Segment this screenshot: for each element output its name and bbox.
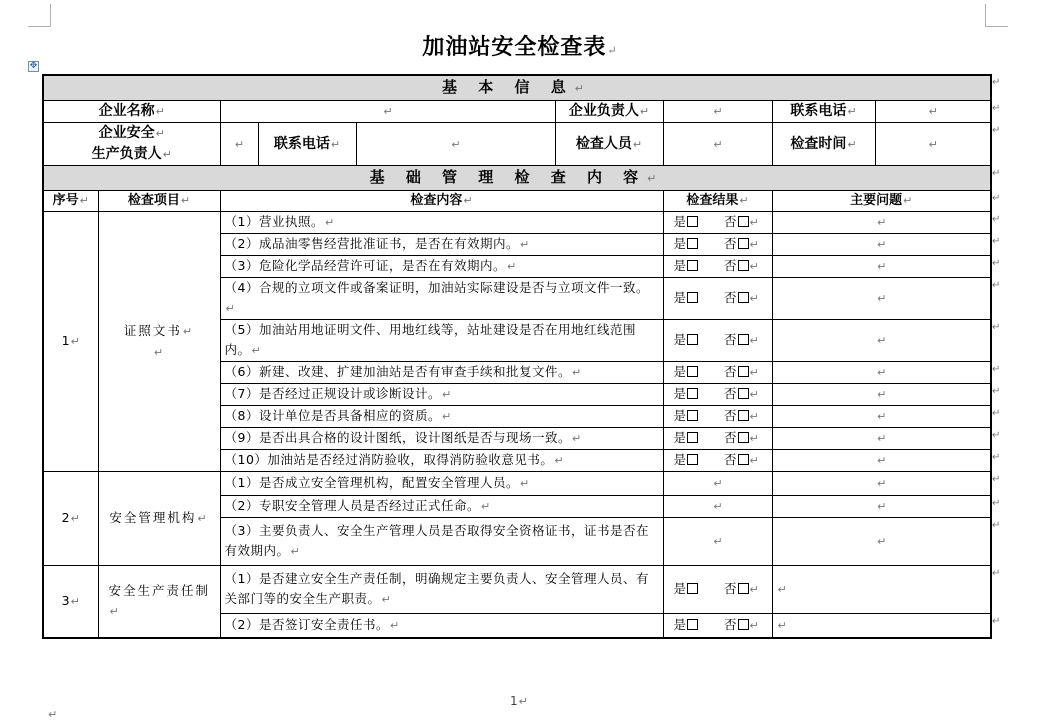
row-end-mark: ↵ <box>992 363 1001 375</box>
yes-option[interactable]: 是 <box>674 617 699 632</box>
no-option[interactable]: 否 <box>724 617 749 632</box>
group-item: 安全生产责任制↵ <box>98 566 220 638</box>
no-option[interactable]: 否 <box>724 258 749 273</box>
yes-checkbox[interactable] <box>687 292 698 303</box>
row-end-mark: ↵ <box>992 124 1001 136</box>
yes-checkbox[interactable] <box>687 410 698 421</box>
yes-option[interactable]: 是 <box>674 332 699 347</box>
yes-option[interactable]: 是 <box>674 386 699 401</box>
no-checkbox[interactable] <box>738 410 749 421</box>
check-content: （9）是否出具合格的设计图纸，设计图纸是否与现场一致。↵ <box>220 428 663 450</box>
no-option[interactable]: 否 <box>724 364 749 379</box>
phone-label: 联系电话↵ <box>772 101 875 123</box>
no-checkbox[interactable] <box>738 366 749 377</box>
check-result[interactable]: ↵ <box>663 496 772 518</box>
yes-checkbox[interactable] <box>687 216 698 227</box>
row-end-mark: ↵ <box>992 213 1001 225</box>
issue-field[interactable]: ↵ <box>772 212 991 234</box>
check-result[interactable]: 是 否 ↵ <box>663 234 772 256</box>
page-corner-top-left <box>28 4 51 27</box>
row-end-mark: ↵ <box>992 385 1001 397</box>
check-result[interactable]: 是 否 ↵ <box>663 450 772 472</box>
check-content: （8）设计单位是否具备相应的资质。↵ <box>220 406 663 428</box>
group-number: 2↵ <box>43 472 98 566</box>
row-end-mark: ↵ <box>992 192 1001 204</box>
company-head-field[interactable]: ↵ <box>663 101 772 123</box>
row-end-mark: ↵ <box>992 497 1001 509</box>
check-result[interactable]: 是 否 ↵ <box>663 566 772 614</box>
col-header-issues: 主要问题↵ <box>772 191 991 212</box>
yes-option[interactable]: 是 <box>674 364 699 379</box>
check-result[interactable]: ↵ <box>663 518 772 566</box>
issue-field[interactable]: ↵ <box>772 320 991 362</box>
no-option[interactable]: 否 <box>724 386 749 401</box>
yes-checkbox[interactable] <box>687 454 698 465</box>
phone-field[interactable]: ↵ <box>875 101 991 123</box>
safety-head-label: 企业安全↵ 生产负责人↵ <box>43 123 220 166</box>
row-end-mark: ↵ <box>992 77 1001 88</box>
row-end-mark: ↵ <box>992 257 1001 269</box>
check-result[interactable]: 是 否 ↵ <box>663 256 772 278</box>
check-content: （5）加油站用地证明文件、用地红线等，站址建设是否在用地红线范围内。↵ <box>220 320 663 362</box>
basic-info-header: 基 本 信 息↵ <box>43 75 991 101</box>
check-result[interactable]: 是 否 ↵ <box>663 320 772 362</box>
issue-field[interactable]: ↵ <box>772 256 991 278</box>
safety-head-field[interactable]: ↵ <box>220 123 258 166</box>
no-checkbox[interactable] <box>738 619 749 630</box>
row-end-mark: ↵ <box>992 519 1001 531</box>
no-option[interactable]: 否 <box>724 408 749 423</box>
issue-field[interactable]: ↵ <box>772 518 991 566</box>
issue-field[interactable]: ↵ <box>772 234 991 256</box>
yes-option[interactable]: 是 <box>674 236 699 251</box>
row-end-mark: ↵ <box>992 615 1001 627</box>
no-option[interactable]: 否 <box>724 581 749 596</box>
yes-option[interactable]: 是 <box>674 258 699 273</box>
group-number: 1↵ <box>43 212 98 472</box>
group-number: 3↵ <box>43 566 98 638</box>
check-content: （10）加油站是否经过消防验收，取得消防验收意见书。↵ <box>220 450 663 472</box>
page-number: 1↵ <box>510 694 528 708</box>
check-content: （2）是否签订安全责任书。↵ <box>220 614 663 638</box>
issue-field[interactable]: ↵ <box>772 278 991 320</box>
company-name-label: 企业名称↵ <box>43 101 220 123</box>
check-content: （7）是否经过正规设计或诊断设计。↵ <box>220 384 663 406</box>
no-checkbox[interactable] <box>738 432 749 443</box>
yes-checkbox[interactable] <box>687 583 698 594</box>
issue-field[interactable]: ↵ <box>772 428 991 450</box>
check-content: （3）主要负责人、安全生产管理人员是否取得安全资格证书，证书是否在有效期内。↵ <box>220 518 663 566</box>
phone-field-2[interactable]: ↵ <box>356 123 555 166</box>
row-end-mark: ↵ <box>992 235 1001 247</box>
check-content: （1）营业执照。↵ <box>220 212 663 234</box>
check-content: （2）专职安全管理人员是否经过正式任命。↵ <box>220 496 663 518</box>
issue-field[interactable]: ↵ <box>772 362 991 384</box>
no-checkbox[interactable] <box>738 238 749 249</box>
inspector-field[interactable]: ↵ <box>663 123 772 166</box>
yes-checkbox[interactable] <box>687 388 698 399</box>
yes-checkbox[interactable] <box>687 366 698 377</box>
table-move-handle-icon[interactable]: ✥ <box>29 61 38 71</box>
col-header-no: 序号↵ <box>43 191 98 212</box>
trailing-paragraph-mark: ↵ <box>48 708 58 721</box>
check-result[interactable]: 是 否 ↵ <box>663 278 772 320</box>
issue-field[interactable]: ↵ <box>772 450 991 472</box>
yes-checkbox[interactable] <box>687 432 698 443</box>
table-row <box>43 212 991 234</box>
table-row <box>43 566 991 614</box>
check-content: （1）是否建立安全生产责任制，明确规定主要负责人、安全管理人员、有关部门等的安全生产职责。↵ <box>220 566 663 614</box>
check-result[interactable]: 是 否 ↵ <box>663 362 772 384</box>
check-result[interactable]: 是 否 ↵ <box>663 212 772 234</box>
group-item: 安全管理机构↵ <box>98 472 220 566</box>
check-time-field[interactable]: ↵ <box>875 123 991 166</box>
yes-checkbox[interactable] <box>687 619 698 630</box>
issue-field[interactable]: ↵ <box>772 384 991 406</box>
row-end-mark: ↵ <box>992 407 1001 419</box>
document-title: 加油站安全检查表↵ <box>422 34 618 60</box>
row-end-mark: ↵ <box>992 473 1001 485</box>
no-option[interactable]: 否 <box>724 236 749 251</box>
col-header-item: 检查项目↵ <box>98 191 220 212</box>
row-end-mark: ↵ <box>992 567 1001 579</box>
no-option[interactable]: 否 <box>724 332 749 347</box>
no-option[interactable]: 否 <box>724 290 749 305</box>
no-option[interactable]: 否 <box>724 214 749 229</box>
inspection-table <box>42 74 992 639</box>
issue-field[interactable]: ↵ <box>772 406 991 428</box>
issue-field[interactable]: ↵ <box>772 496 991 518</box>
no-checkbox[interactable] <box>738 260 749 271</box>
no-checkbox[interactable] <box>738 388 749 399</box>
row-end-mark: ↵ <box>992 321 1001 333</box>
no-option[interactable]: 否 <box>724 452 749 467</box>
check-content: （3）危险化学品经营许可证，是否在有效期内。↵ <box>220 256 663 278</box>
check-result[interactable]: 是 否 ↵ <box>663 614 772 638</box>
check-content: （4）合规的立项文件或备案证明，加油站实际建设是否与立项文件一致。↵ <box>220 278 663 320</box>
yes-option[interactable]: 是 <box>674 290 699 305</box>
check-content: （6）新建、改建、扩建加油站是否有审查手续和批复文件。↵ <box>220 362 663 384</box>
check-content: （1）是否成立安全管理机构，配置安全管理人员。↵ <box>220 472 663 496</box>
group-item: 证照文书↵ ↵ <box>98 212 220 472</box>
management-check-header: 基 础 管 理 检 查 内 容↵ <box>43 166 991 191</box>
check-result[interactable]: ↵ <box>663 472 772 496</box>
yes-option[interactable]: 是 <box>674 408 699 423</box>
no-checkbox[interactable] <box>738 292 749 303</box>
phone-label-2: 联系电话↵ <box>258 123 356 166</box>
yes-option[interactable]: 是 <box>674 581 699 596</box>
row-end-mark: ↵ <box>992 451 1001 463</box>
yes-option[interactable]: 是 <box>674 214 699 229</box>
yes-option[interactable]: 是 <box>674 430 699 445</box>
company-name-field[interactable]: ↵ <box>220 101 555 123</box>
row-end-mark: ↵ <box>992 102 1001 114</box>
check-time-label: 检查时间↵ <box>772 123 875 166</box>
no-checkbox[interactable] <box>738 454 749 465</box>
inspector-label: 检查人员↵ <box>555 123 663 166</box>
table-row <box>43 472 991 496</box>
check-result[interactable]: 是 否 ↵ <box>663 384 772 406</box>
check-content: （2）成品油零售经营批准证书，是否在有效期内。↵ <box>220 234 663 256</box>
issue-field[interactable]: ↵ <box>772 614 991 638</box>
issue-field[interactable]: ↵ <box>772 566 991 614</box>
no-checkbox[interactable] <box>738 216 749 227</box>
no-checkbox[interactable] <box>738 583 749 594</box>
company-head-label: 企业负责人↵ <box>555 101 663 123</box>
row-end-mark: ↵ <box>992 167 1001 179</box>
issue-field[interactable]: ↵ <box>772 472 991 496</box>
page-corner-top-right <box>985 4 1008 27</box>
col-header-result: 检查结果↵ <box>663 191 772 212</box>
col-header-content: 检查内容↵ <box>220 191 663 212</box>
yes-checkbox[interactable] <box>687 238 698 249</box>
yes-checkbox[interactable] <box>687 334 698 345</box>
yes-checkbox[interactable] <box>687 260 698 271</box>
no-checkbox[interactable] <box>738 334 749 345</box>
row-end-mark: ↵ <box>992 429 1001 441</box>
check-result[interactable]: 是 否 ↵ <box>663 406 772 428</box>
check-result[interactable]: 是 否 ↵ <box>663 428 772 450</box>
yes-option[interactable]: 是 <box>674 452 699 467</box>
no-option[interactable]: 否 <box>724 430 749 445</box>
row-end-mark: ↵ <box>992 279 1001 291</box>
